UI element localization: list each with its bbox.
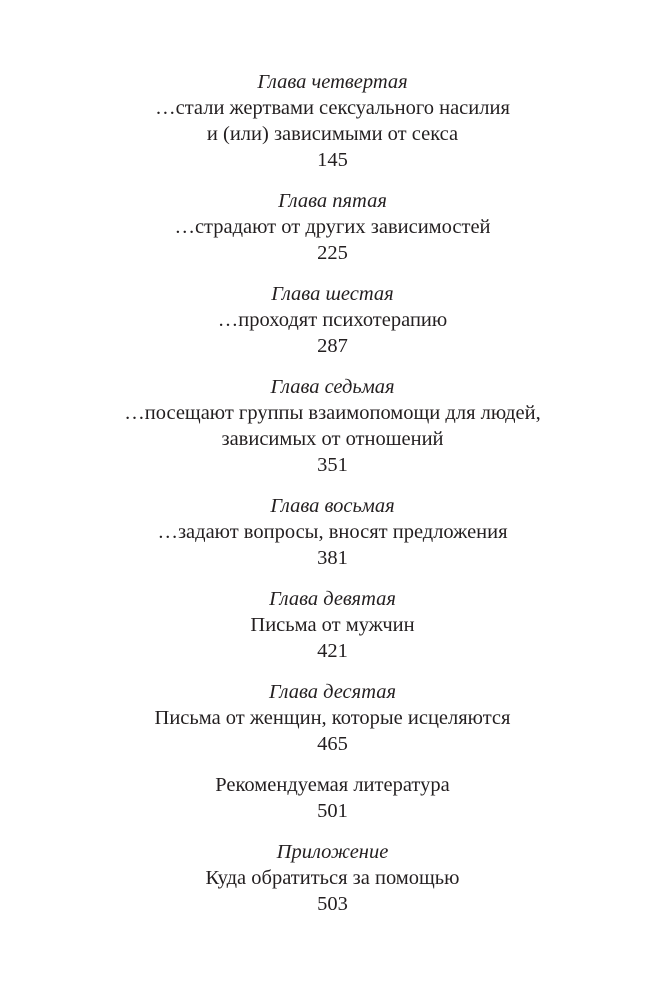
page-number: 381 [317, 547, 348, 569]
chapter-label: Приложение [276, 841, 389, 863]
chapter-title-line: Куда обратиться за помощью [205, 867, 460, 889]
page-number: 421 [317, 640, 348, 662]
chapter-label: Глава четвертая [257, 71, 408, 93]
chapter-title-line: Письма от женщин, которые исцеляются [154, 707, 511, 729]
toc-entry [0, 679, 665, 757]
chapter-title-line: Письма от мужчин [250, 614, 415, 636]
page-number: 145 [317, 149, 348, 171]
page-number: 287 [317, 335, 348, 357]
toc-entry [0, 281, 665, 359]
page-number: 465 [317, 733, 348, 755]
page-number: 351 [317, 454, 348, 476]
toc-entry [0, 839, 665, 917]
chapter-title-line: …страдают от других зависимостей [174, 216, 491, 238]
chapter-label: Глава пятая [278, 190, 387, 212]
toc-entry [0, 493, 665, 571]
toc-entry [0, 772, 665, 824]
chapter-title-line: …проходят психотерапию [217, 309, 448, 331]
page-number: 225 [317, 242, 348, 264]
toc-entry [0, 188, 665, 266]
chapter-label: Глава десятая [268, 681, 397, 703]
toc-entry [0, 69, 665, 173]
table-of-contents [0, 69, 665, 932]
chapter-title-line: зависимых от отношений [221, 428, 444, 450]
page-number: 503 [317, 893, 348, 915]
page-number: 501 [317, 800, 348, 822]
chapter-title-line: …задают вопросы, вносят предложения [157, 521, 508, 543]
chapter-title-line: …стали жертвами сексуального насилия [155, 97, 510, 119]
toc-entry [0, 586, 665, 664]
chapter-title-line: …посещают группы взаимопомощи для людей, [124, 402, 541, 424]
chapter-label: Глава девятая [269, 588, 396, 610]
chapter-label: Глава седьмая [270, 376, 395, 398]
chapter-title-line: и (или) зависимыми от секса [206, 123, 459, 145]
chapter-label: Глава шестая [271, 283, 394, 305]
chapter-label: Глава восьмая [270, 495, 395, 517]
toc-entry [0, 374, 665, 478]
chapter-title-line: Рекомендуемая литература [215, 774, 450, 796]
